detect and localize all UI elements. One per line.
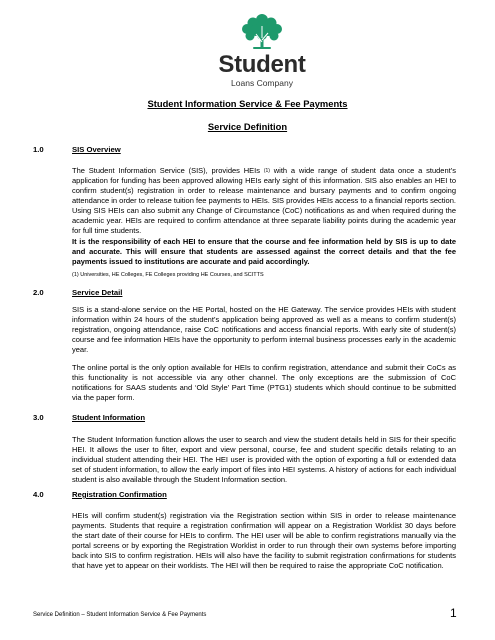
footnote: (1) Universities, HE Colleges, FE Colleges providing HE Courses, and SCITTS [72, 272, 264, 278]
logo-subtitle: Loans Company [231, 78, 293, 88]
section-title: Service Detail [72, 288, 123, 297]
page-footer: Service Definition – Student Information Service & Fee Payments [33, 612, 207, 618]
section-paragraph: SIS is a stand-alone service on the HE Portal, hosted on the HE Gateway. The service provides HEIs with student information within 24 hours of the student’s application being approved as well as a means to confirm student(s) registration, ongoing attendance, raise CoC notifications and access financial reports. With early site of student(s) course and fee information HEIs have the opportunity to perform internal business processes early in the academic year. [72, 305, 456, 354]
tree-logo-icon [239, 12, 285, 52]
section-number: 4.0 [33, 490, 44, 499]
logo-wordmark: Student [218, 51, 306, 78]
section-paragraph [72, 166, 456, 236]
paragraph-text: The Student Information Service (SIS), provides HEIs [72, 166, 260, 175]
paragraph-text: with a wide range of student data once a student’s application for funding has been approved allowing HEIs early sight of this information. SIS also enables an HEI to confirm student(s) registration in order to release maintenance and bursary payments and to confirm ongoing attendance in order to release tuition fee payments to HEIs. SIS provides HEIs access to a financial reports section. Using SIS HEIs can also submit any Change of Circumstance (CoC) notifications as and when required during the academic year. HEIs are required to confirm attendance at three separate liability points during the academic year for full time students. [72, 166, 457, 235]
section-title: Student Information [72, 413, 146, 422]
section-number: 1.0 [33, 145, 44, 154]
section-title: Registration Confirmation [72, 490, 167, 499]
document-subtitle: Service Definition [207, 121, 288, 132]
section-title: SIS Overview [72, 145, 121, 154]
document-title: Student Information Service & Fee Payments [147, 98, 348, 109]
section-paragraph: The Student Information function allows the user to search and view the student details held in SIS for their specific HEI. It allows the user to filter, export and view personal, course, fee and student specific details relating to an individual student attending their HEI. The HEI user is provided with the option of exporting a full or extended data set of student information, to allow the early import of files into HEI systems. A history of actions for each individual student is also available through the Student Information section. [72, 435, 456, 484]
student-loans-company-logo [212, 12, 312, 88]
section-paragraph: HEIs will confirm student(s) registration via the Registration section within SIS in order to release maintenance payments. Students that require a registration confirmation will appear on a Registration Worklist 30 days before the start date of their course for HEIs to confirm. The HEI user will be able to confirm registrations manually via the portal screens or by exporting the Registration Worklist in order to run through their own systems before importing back into SIS to confirm registration. HEIs will also have the facility to submit registration confirmations for students that have yet to appear on their worklists. The HEI will then be required to raise the appropriate CoC notification. [72, 511, 456, 570]
section-bold-paragraph: It is the responsibility of each HEI to ensure that the course and fee information held by SIS is up to date and accurate. This will ensure that students are assessed against the correct details and that the fee payments issued to institutions are accurate and paid accordingly. [72, 237, 456, 266]
footnote-marker: (1) [263, 168, 270, 174]
section-paragraph: The online portal is the only option available for HEIs to confirm registration, attendance and submit their CoCs as this functionality is not accessible via any other channel. The only exceptions are the submission of CoC notifications for SAAS students and ‘Old Style’ Part Time (PTG1) students which should continue to be submitted via the paper form. [72, 363, 456, 402]
page-number: 1 [450, 606, 457, 620]
section-number: 3.0 [33, 413, 44, 422]
section-number: 2.0 [33, 288, 44, 297]
